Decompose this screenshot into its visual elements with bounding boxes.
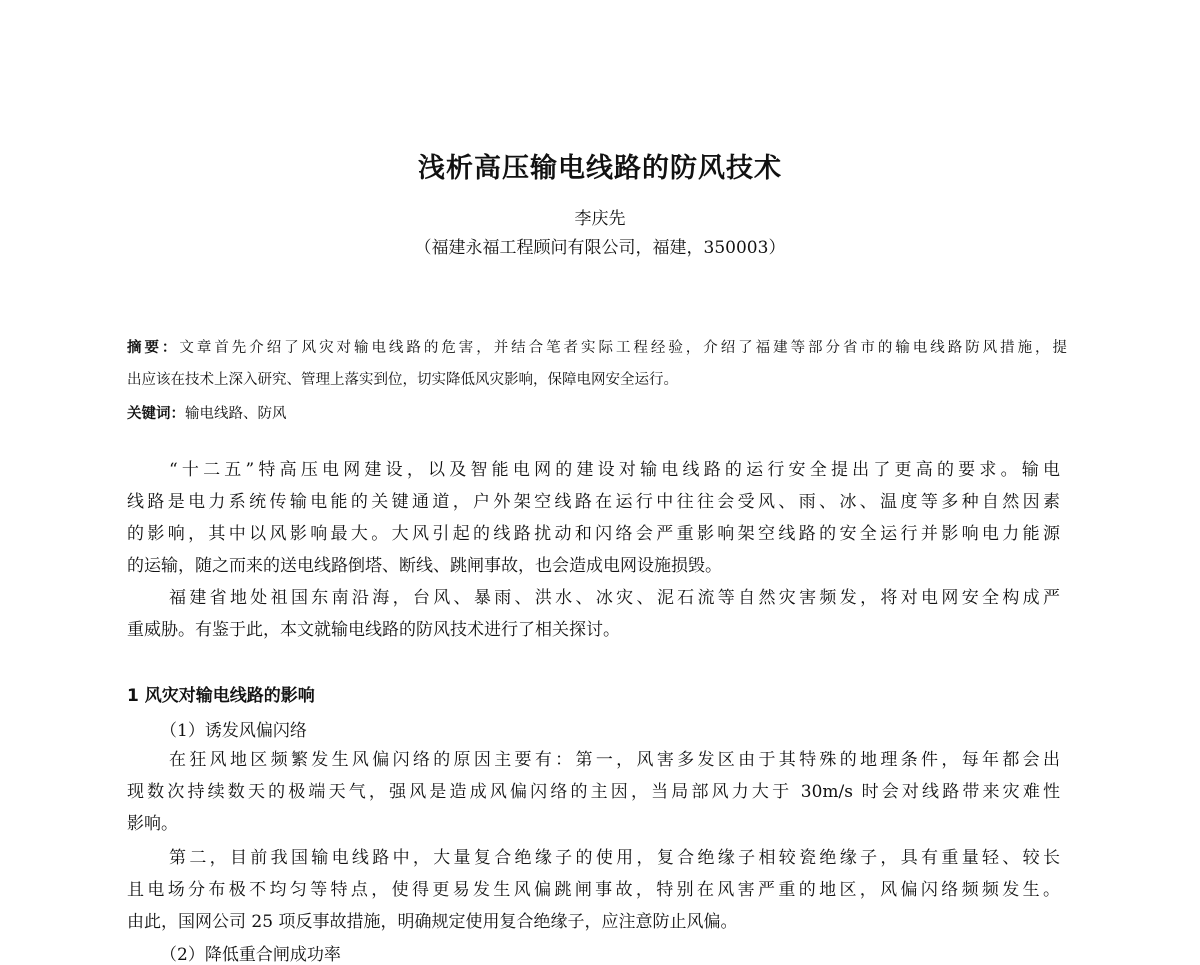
intro-p2-line: 重威胁。有鉴于此，本文就输电线路的防风技术进行了相关探讨。 bbox=[127, 620, 620, 640]
intro-paragraph-1 bbox=[127, 454, 1060, 582]
keywords-text: 输电线路、防风 bbox=[185, 406, 287, 422]
s1-p2-line: 且电场分布极不均匀等特点，使得更易发生风偏跳闸事故，特别在风害严重的地区，风偏闪络频频发生。 bbox=[127, 880, 1060, 900]
subsection-2-heading: （2）降低重合闸成功率 bbox=[160, 945, 341, 965]
paper-title: 浅析高压输电线路的防风技术 bbox=[418, 153, 782, 184]
keywords-label: 关键词： bbox=[127, 405, 185, 422]
abstract-text-2: 出应该在技术上深入研究、管理上落实到位，切实降低风灾影响，保障电网安全运行。 bbox=[127, 372, 678, 388]
abstract-label: 摘要： bbox=[127, 339, 180, 356]
abstract-text-1: 文章首先介绍了风灾对输电线路的危害，并结合笔者实际工程经验，介绍了福建等部分省市的输电线路防风措施，提 bbox=[179, 340, 1067, 356]
intro-p1-line: 线路是电力系统传输电能的关键通道，户外架空线路在运行中往往会受风、雨、冰、温度等多种自然因素 bbox=[127, 492, 1060, 512]
intro-section bbox=[127, 454, 1060, 646]
s1-p1-line: 现数次持续数天的极端天气，强风是造成风偏闪络的主因，当局部风力大于 30m/s 时会对线路带来灾难性 bbox=[127, 782, 1060, 802]
author-affiliation: （福建永福工程顾问有限公司，福建，350003） bbox=[414, 238, 786, 258]
keywords-line bbox=[127, 397, 1067, 430]
abstract-line-1 bbox=[127, 331, 1067, 364]
intro-p1-line: “十二五”特高压电网建设，以及智能电网的建设对输电线路的运行安全提出了更高的要求。输电 bbox=[169, 460, 1060, 480]
s1-p1-line: 影响。 bbox=[127, 814, 178, 834]
intro-paragraph-2 bbox=[127, 582, 1060, 646]
intro-p2-line: 福建省地处祖国东南沿海，台风、暴雨、洪水、冰灾、泥石流等自然灾害频发，将对电网安全构成严 bbox=[169, 588, 1060, 608]
s1-p2-line: 第二，目前我国输电线路中，大量复合绝缘子的使用，复合绝缘子相较瓷绝缘子，具有重量轻、较长 bbox=[169, 848, 1060, 868]
subsection-1-heading: （1）诱发风偏闪络 bbox=[160, 721, 307, 741]
s1-p2-line: 由此，国网公司 25 项反事故措施，明确规定使用复合绝缘子，应注意防止风偏。 bbox=[127, 912, 738, 932]
abstract-line-2 bbox=[127, 364, 1067, 397]
intro-p1-line: 的运输，随之而来的送电线路倒塔、断线、跳闸事故，也会造成电网设施损毁。 bbox=[127, 556, 722, 576]
section-1-heading: 1 风灾对输电线路的影响 bbox=[127, 686, 315, 706]
section1-paragraph-2 bbox=[127, 842, 1060, 938]
author-name: 李庆先 bbox=[574, 209, 626, 229]
intro-p1-line: 的影响，其中以风影响最大。大风引起的线路扰动和闪络会严重影响架空线路的安全运行并影响电力能源 bbox=[127, 524, 1060, 544]
abstract-section bbox=[127, 331, 1067, 430]
s1-p1-line: 在狂风地区频繁发生风偏闪络的原因主要有：第一，风害多发区由于其特殊的地理条件，每年都会出 bbox=[169, 750, 1060, 770]
section1-paragraph-1 bbox=[127, 744, 1060, 840]
